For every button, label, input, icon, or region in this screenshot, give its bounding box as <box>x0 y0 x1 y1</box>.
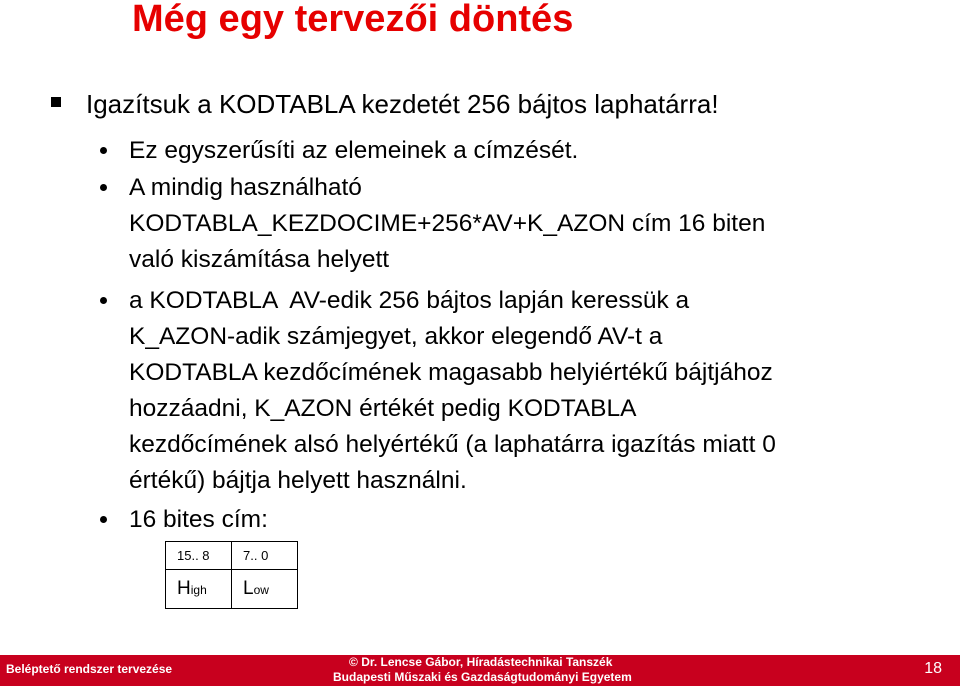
bullet-line: a KODTABLA AV-edik 256 bájtos lapján keressük a <box>129 287 690 314</box>
bullet-line: KODTABLA kezdőcímének magasabb helyiértékű bájtjához <box>129 359 773 386</box>
low-initial: L <box>243 578 254 599</box>
low-bits-cell: 7.. 0 <box>232 542 298 570</box>
bullet-dot-icon <box>100 184 107 191</box>
low-rest: ow <box>253 583 269 597</box>
byte-name-row <box>166 570 298 609</box>
bullet-text-4 <box>129 502 268 538</box>
main-point: Igazítsuk a KODTABLA kezdetét 256 bájtos laphatárra! <box>86 89 719 119</box>
square-bullet-icon <box>51 97 61 107</box>
bullet-text-1 <box>129 133 578 169</box>
bullet-text-3 <box>129 283 776 499</box>
address-bits-table <box>165 541 298 609</box>
high-initial: H <box>177 578 191 599</box>
bullet-line: Ez egyszerűsíti az elemeinek a címzését. <box>129 137 579 164</box>
footer-author: Dr. Lencse Gábor, Híradástechnikai Tanszék <box>361 655 613 669</box>
bullet-dot-icon <box>100 147 107 154</box>
high-byte-cell <box>166 570 232 609</box>
bullet-line: kezdőcímének alsó helyértékű (a laphatárra igazítás miatt 0 <box>129 431 776 458</box>
low-byte-cell <box>232 570 298 609</box>
slide-title: Még egy tervezői döntés <box>132 0 574 40</box>
footer-bar <box>0 655 960 686</box>
bit-range-row <box>166 542 298 570</box>
footer-author-line <box>333 655 632 670</box>
bullet-text-2 <box>129 170 765 278</box>
page-number: 18 <box>924 660 942 677</box>
bullet-dot-icon <box>100 516 107 523</box>
footer-course: Beléptető rendszer tervezése <box>6 662 173 676</box>
high-bits-cell: 15.. 8 <box>166 542 232 570</box>
bullet-line: A mindig használható <box>129 174 362 201</box>
bullet-line: KODTABLA_KEZDOCIME+256*AV+K_AZON cím 16 biten <box>129 210 766 237</box>
footer-university: Budapesti Műszaki és Gazdaságtudományi Egyetem <box>333 670 632 684</box>
bullet-line: értékű) bájtja helyett használni. <box>129 467 467 494</box>
bullet-line: való kiszámítása helyett <box>129 246 390 273</box>
footer-credits <box>333 655 632 685</box>
bullet-line: 16 bites cím: <box>129 506 268 533</box>
bullet-line: hozzáadni, K_AZON értékét pedig KODTABLA <box>129 395 637 422</box>
bullet-dot-icon <box>100 297 107 304</box>
high-rest: igh <box>190 583 207 597</box>
bullet-line: K_AZON-adik számjegyet, akkor elegendő AV-t a <box>129 323 663 350</box>
copyright-symbol: © <box>349 655 358 669</box>
